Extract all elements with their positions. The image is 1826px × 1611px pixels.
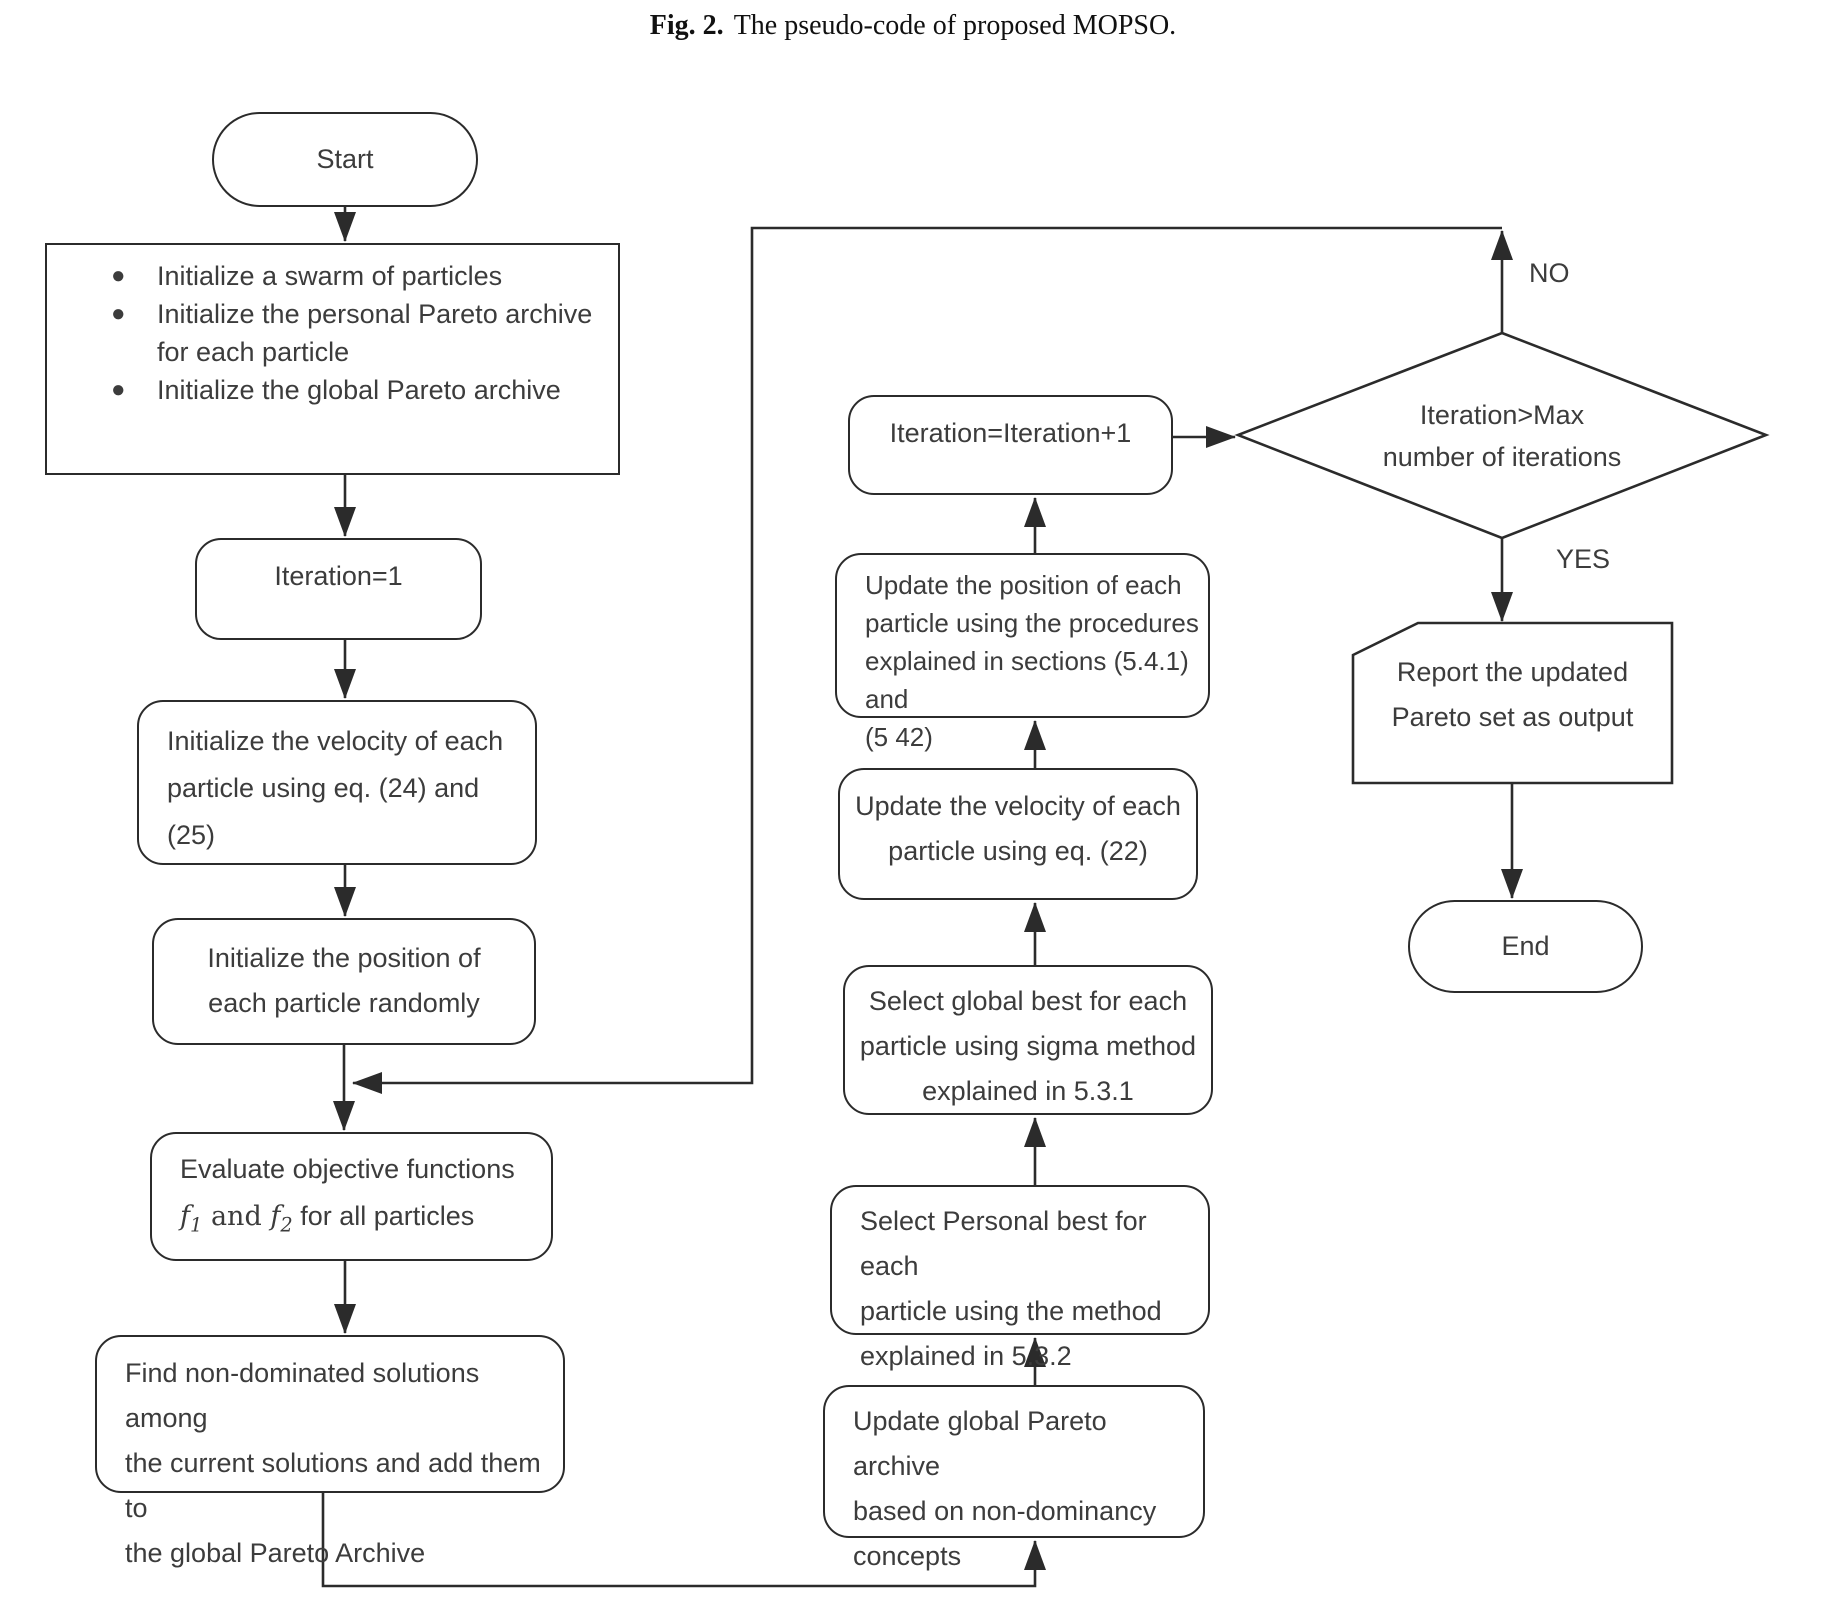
decision-line1: Iteration>Max — [1419, 400, 1585, 430]
bullet-icon: ● — [111, 376, 126, 403]
no-branch-label: NO — [1529, 258, 1570, 288]
f2-symbol: f — [270, 1201, 281, 1232]
init-velocity-line2: particle using eq. (24) and — [167, 773, 480, 803]
iteration-set-node — [195, 538, 482, 640]
report-node — [1353, 650, 1672, 740]
initialize-node — [45, 243, 620, 475]
select-global-line1: Select global best for each — [868, 986, 1188, 1016]
initialize-bullet-2 — [47, 295, 618, 371]
start-node — [212, 112, 478, 207]
find-line2: the current solutions and add them to — [125, 1448, 541, 1523]
evaluate-line2 — [180, 1193, 543, 1248]
init-position-line1: Initialize the position of — [207, 943, 481, 973]
end-node — [1408, 900, 1643, 993]
update-position-node — [835, 553, 1210, 752]
f1-subscript: 1 — [190, 1213, 203, 1237]
select-personal-node — [830, 1185, 1210, 1371]
update-position-line4: (5 42) — [865, 722, 933, 752]
init-position-node — [152, 918, 536, 1045]
figure-label: Fig. 2. — [649, 10, 724, 41]
update-velocity-line2: particle using eq. (22) — [888, 836, 1148, 866]
update-velocity-line1: Update the velocity of each — [855, 791, 1181, 821]
bullet-icon: ● — [111, 300, 126, 327]
find-nondominated-node — [95, 1335, 565, 1568]
select-personal-line3: explained in 5.3.2 — [860, 1341, 1072, 1371]
update-archive-line1: Update global Pareto archive — [853, 1406, 1107, 1481]
evaluate-line1: Evaluate objective functions — [180, 1154, 515, 1184]
select-global-line3: explained in 5.3.1 — [922, 1076, 1134, 1106]
update-archive-line2: based on non-dominancy — [853, 1496, 1157, 1526]
update-position-line1: Update the position of each — [865, 570, 1182, 600]
initialize-bullet-2-text: Initialize the personal Pareto archive for each particle — [157, 299, 593, 367]
update-position-line3: explained in sections (5.4.1) and — [865, 646, 1189, 714]
iteration-increment-label: Iteration=Iteration+1 — [889, 418, 1132, 448]
find-line1: Find non-dominated solutions among — [125, 1358, 480, 1433]
initialize-bullet-3 — [47, 371, 618, 409]
decision-line2: number of iterations — [1382, 442, 1622, 472]
update-archive-line3: concepts — [853, 1541, 962, 1571]
initialize-bullet-1 — [47, 257, 618, 295]
find-line3: the global Pareto Archive — [125, 1538, 426, 1568]
evaluate-node — [150, 1132, 553, 1261]
yes-branch-label: YES — [1556, 544, 1611, 574]
initialize-bullet-3-text: Initialize the global Pareto archive — [157, 375, 561, 405]
and-word: and — [202, 1201, 271, 1232]
figure-caption-text: The pseudo-code of proposed MOPSO. — [733, 10, 1177, 41]
evaluate-line2-rest: for all particles — [292, 1201, 475, 1231]
f1-symbol: f — [180, 1201, 190, 1232]
iteration-increment-node — [848, 395, 1173, 495]
update-velocity-node — [838, 768, 1198, 900]
init-velocity-line3: (25) — [167, 820, 216, 850]
select-global-line2: particle using sigma method — [859, 1031, 1197, 1061]
decision-node — [1280, 394, 1724, 478]
initialize-bullet-1-text: Initialize a swarm of particles — [157, 261, 503, 291]
select-global-node — [843, 965, 1213, 1115]
bullet-icon: ● — [111, 262, 126, 289]
update-position-line2: particle using the procedures — [865, 608, 1199, 638]
f2-subscript: 2 — [280, 1213, 293, 1237]
iteration-set-label: Iteration=1 — [274, 561, 403, 591]
init-velocity-node — [137, 700, 537, 865]
update-archive-node — [823, 1385, 1205, 1571]
select-personal-line1: Select Personal best for each — [860, 1206, 1147, 1281]
report-line1: Report the updated — [1396, 657, 1629, 687]
report-line2: Pareto set as output — [1391, 702, 1634, 732]
init-velocity-line1: Initialize the velocity of each — [167, 726, 504, 756]
select-personal-line2: particle using the method — [860, 1296, 1162, 1326]
start-label: Start — [316, 144, 374, 174]
end-label: End — [1501, 931, 1550, 961]
init-position-line2: each particle randomly — [208, 988, 480, 1018]
